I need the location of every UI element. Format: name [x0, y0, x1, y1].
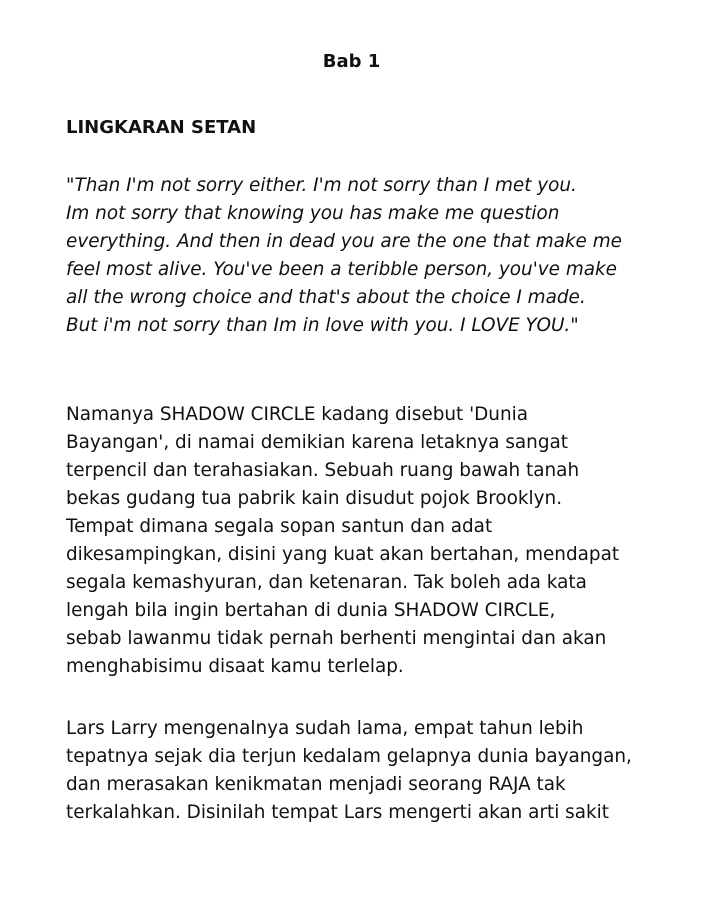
quote-line: But i'm not sorry than Im in love with you. I LOVE YOU."	[66, 315, 579, 336]
paragraph-line: dan merasakan kenikmatan menjadi seorang RAJA tak	[66, 774, 566, 795]
quote-line: "Than I'm not sorry either. I'm not sorry than I met you.	[66, 175, 577, 196]
chapter-label: Bab 1	[322, 51, 381, 72]
paragraph-line: dikesampingkan, disini yang kuat akan bertahan, mendapat	[66, 544, 620, 565]
paragraph-line: terkalahkan. Disinilah tempat Lars mengerti akan arti sakit	[66, 802, 609, 823]
paragraph-line: segala kemashyuran, dan ketenaran. Tak boleh ada kata	[66, 572, 587, 593]
paragraph-line: menghabisimu disaat kamu terlelap.	[66, 656, 404, 677]
paragraph-line: Namanya SHADOW CIRCLE kadang disebut 'Dunia	[66, 404, 528, 425]
paragraph-line: tepatnya sejak dia terjun kedalam gelapnya dunia bayangan,	[66, 746, 632, 767]
chapter-title: LINGKARAN SETAN	[66, 117, 257, 138]
paragraph-line: sebab lawanmu tidak pernah berhenti mengintai dan akan	[66, 628, 607, 649]
paragraph-line: bekas gudang tua pabrik kain disudut pojok Brooklyn.	[66, 488, 563, 509]
paragraph-line: lengah bila ingin bertahan di dunia SHADOW CIRCLE,	[66, 600, 556, 621]
quote-line: everything. And then in dead you are the one that make me	[66, 231, 622, 252]
paragraph-line: Tempat dimana segala sopan santun dan adat	[66, 516, 493, 537]
paragraph-line: Bayangan', di namai demikian karena letaknya sangat	[66, 432, 568, 453]
paragraph-line: terpencil dan terahasiakan. Sebuah ruang bawah tanah	[66, 460, 580, 481]
quote-line: Im not sorry that knowing you has make me question	[66, 203, 560, 224]
paragraph-line: Lars Larry mengenalnya sudah lama, empat tahun lebih	[66, 718, 584, 739]
quote-line: feel most alive. You've been a teribble person, you've make	[66, 259, 617, 280]
quote-line: all the wrong choice and that's about the choice I made.	[66, 287, 586, 308]
